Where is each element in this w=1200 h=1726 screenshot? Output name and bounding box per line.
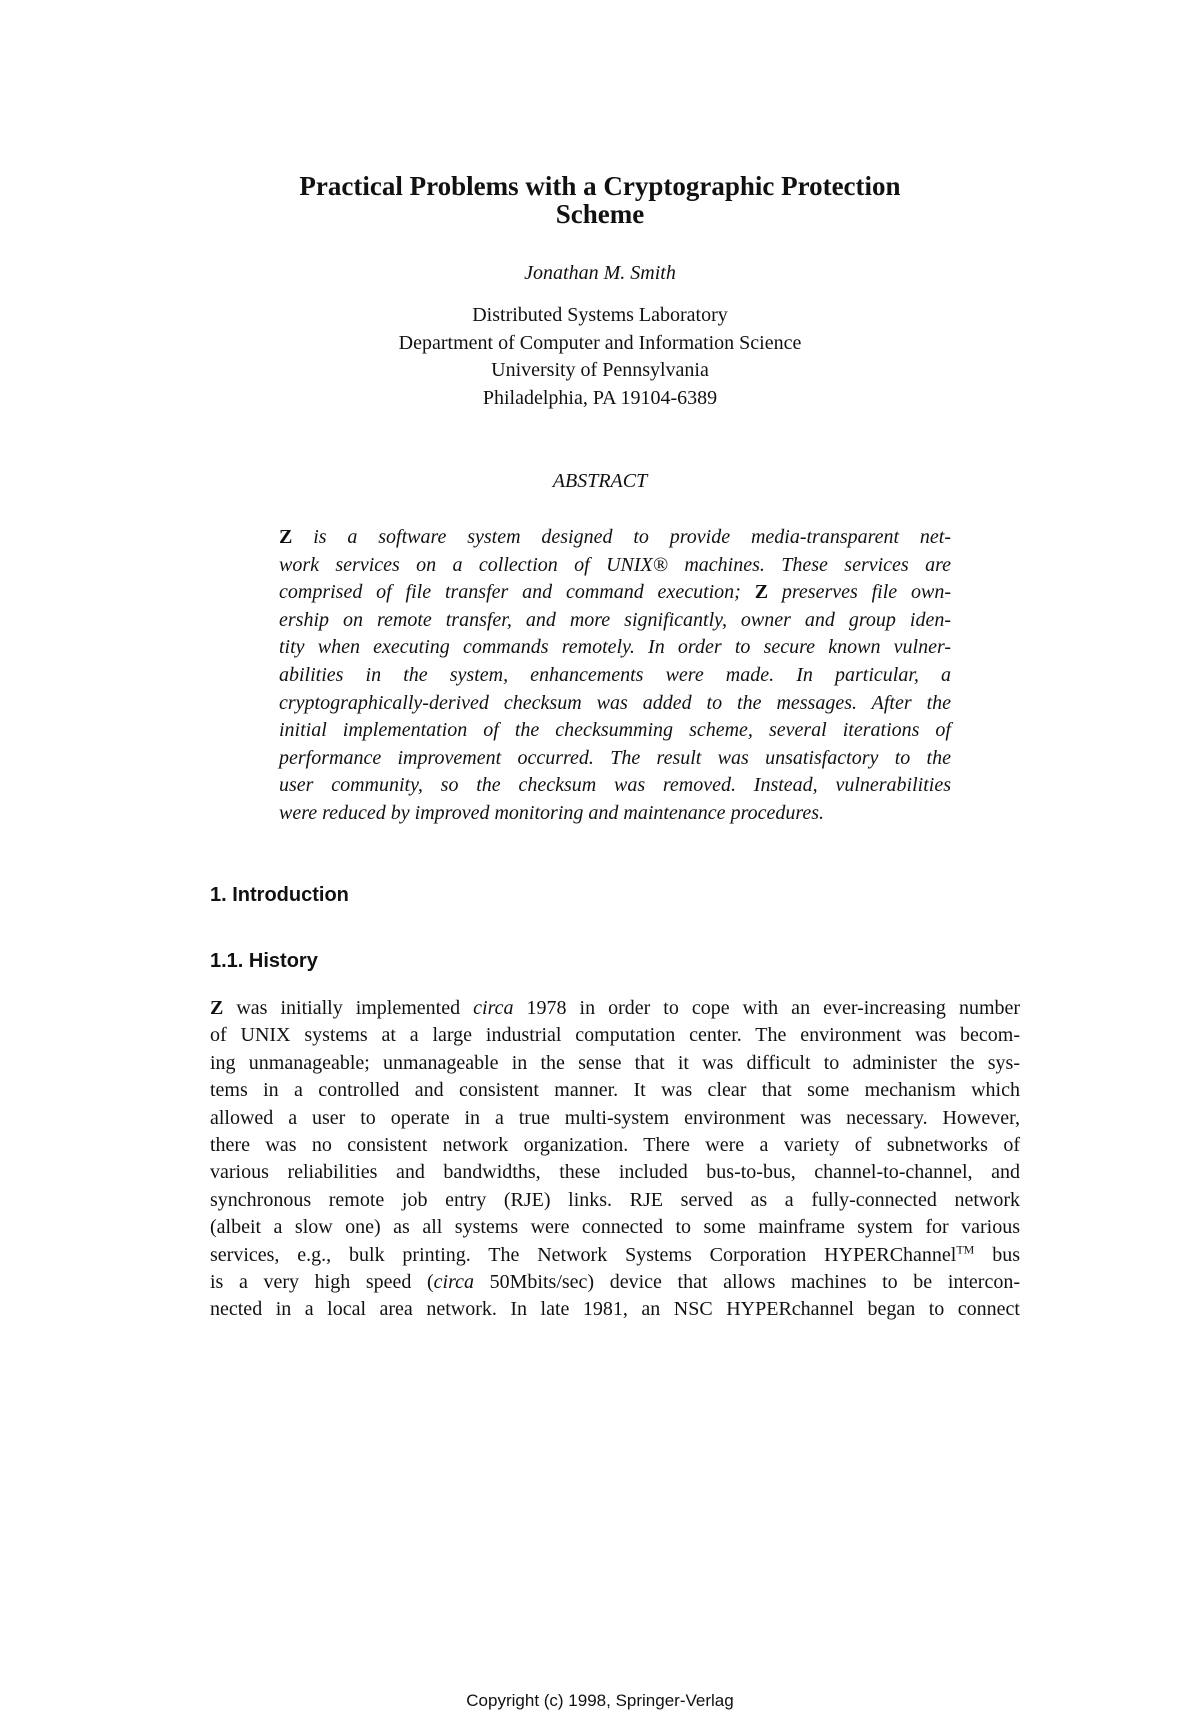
body-line: various reliabilities and bandwidths, these included bus-to-bus, channel-to-channel, and bbox=[210, 1161, 1020, 1184]
body-line: (albeit a slow one) as all systems were connected to some mainframe system for various bbox=[210, 1216, 1020, 1239]
abstract-line: comprised of file transfer and command execution; Z preserves file own- bbox=[279, 581, 951, 604]
affiliation-block bbox=[300, 302, 900, 412]
abstract-line: ership on remote transfer, and more significantly, owner and group iden- bbox=[279, 608, 951, 631]
section-heading-introduction: 1. Introduction bbox=[210, 884, 349, 906]
title-line-1: Practical Problems with a Cryptographic Protection bbox=[299, 171, 901, 201]
abstract-line: were reduced by improved monitoring and maintenance procedures. bbox=[279, 801, 825, 824]
author-name: Jonathan M. Smith bbox=[524, 262, 676, 284]
body-line: ing unmanageable; unmanageable in the sense that it was difficult to administer the sys- bbox=[210, 1051, 1020, 1074]
trademark-mark: TM bbox=[956, 1242, 975, 1256]
body-line: is a very high speed (circa 50Mbits/sec) device that allows machines to be intercon- bbox=[210, 1271, 1021, 1294]
abstract-text bbox=[279, 524, 951, 828]
z-glyph: Z bbox=[279, 526, 293, 548]
abstract-line: performance improvement occurred. The result was unsatisfactory to the bbox=[279, 746, 951, 769]
body-line: there was no consistent network organization. There were a variety of subnetworks of bbox=[210, 1134, 1020, 1157]
body-line: Z was initially implemented circa 1978 in order to cope with an ever-increasing number bbox=[210, 997, 1021, 1019]
z-glyph: Z bbox=[754, 581, 769, 604]
abstract-line: initial implementation of the checksumming scheme, several iterations of bbox=[279, 719, 951, 742]
section-heading-history: 1.1. History bbox=[210, 950, 318, 972]
body-paragraph bbox=[210, 995, 1020, 1324]
affiliation-line: Department of Computer and Information Science bbox=[398, 331, 802, 354]
body-line: tems in a controlled and consistent manner. It was clear that some mechanism which bbox=[210, 1079, 1020, 1102]
abstract-line: user community, so the checksum was removed. Instead, vulnerabilities bbox=[279, 774, 951, 797]
z-glyph: Z bbox=[210, 997, 224, 1019]
abstract-line: Z is a software system designed to provide media-transparent net- bbox=[279, 526, 952, 548]
body-line: services, e.g., bulk printing. The Network Systems Corporation HYPERChannel™ bus bbox=[210, 1242, 1021, 1266]
affiliation-line: Distributed Systems Laboratory bbox=[472, 304, 728, 326]
title-line-2: Scheme bbox=[555, 199, 645, 229]
abstract-heading: ABSTRACT bbox=[552, 470, 648, 492]
abstract-line: cryptographically-derived checksum was added to the messages. After the bbox=[279, 691, 951, 714]
body-line: allowed a user to operate in a true multi-system environment was necessary. However, bbox=[210, 1106, 1020, 1129]
body-line: synchronous remote job entry (RJE) links. RJE served as a fully-connected network bbox=[210, 1188, 1020, 1211]
paper-title bbox=[200, 172, 1000, 228]
affiliation-line: University of Pennsylvania bbox=[491, 359, 709, 381]
abstract-line: abilities in the system, enhancements were made. In particular, a bbox=[279, 663, 951, 686]
copyright-footer: Copyright (c) 1998, Springer-Verlag bbox=[466, 1691, 734, 1710]
body-line: of UNIX systems at a large industrial computation center. The environment was becom- bbox=[210, 1024, 1021, 1047]
body-line: nected in a local area network. In late 1981, an NSC HYPERchannel began to connect bbox=[210, 1298, 1020, 1321]
abstract-line: work services on a collection of UNIX® machines. These services are bbox=[279, 553, 951, 576]
affiliation-line: Philadelphia, PA 19104-6389 bbox=[482, 386, 718, 409]
abstract-line: tity when executing commands remotely. In order to secure known vulner- bbox=[279, 636, 951, 659]
